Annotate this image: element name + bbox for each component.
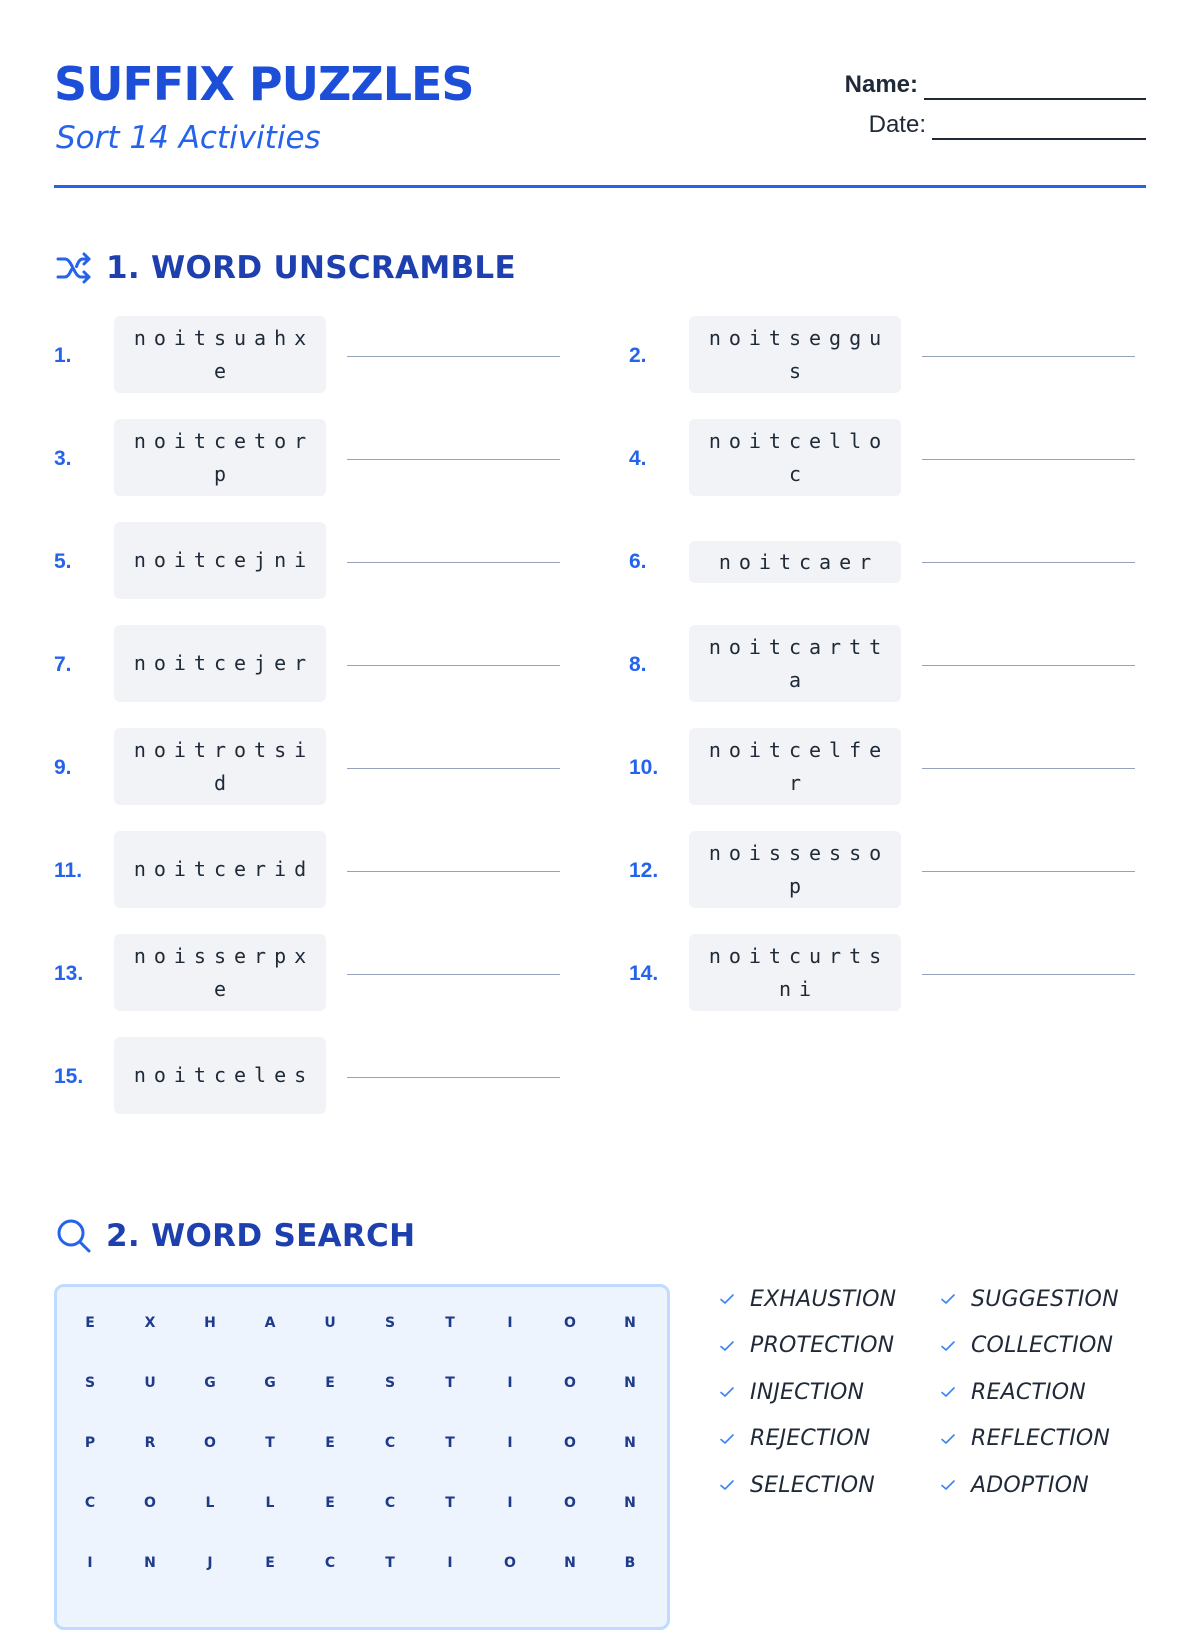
grid-cell[interactable]: U bbox=[324, 1315, 336, 1331]
scrambled-letters: noitcelfer bbox=[708, 737, 890, 795]
word-list-item bbox=[939, 1375, 1086, 1409]
grid-cell[interactable]: E bbox=[265, 1555, 275, 1571]
word-list-item bbox=[939, 1422, 1110, 1456]
check-icon bbox=[718, 1337, 736, 1355]
unscramble-item bbox=[54, 522, 567, 602]
word-list-item bbox=[718, 1468, 875, 1502]
grid-cell[interactable]: N bbox=[624, 1315, 636, 1331]
scrambled-letters-box bbox=[114, 316, 326, 393]
grid-cell[interactable]: L bbox=[205, 1495, 215, 1511]
grid-cell[interactable]: R bbox=[144, 1435, 156, 1451]
item-number: 8. bbox=[629, 653, 647, 676]
scrambled-letters: noitcejni bbox=[133, 548, 315, 572]
scrambled-letters: noitcartta bbox=[708, 634, 890, 692]
word-list-item bbox=[718, 1282, 896, 1316]
unscramble-title: 1. WORD UNSCRAMBLE bbox=[106, 250, 516, 286]
grid-cell[interactable]: C bbox=[84, 1495, 96, 1511]
word-list-label: INJECTION bbox=[750, 1379, 865, 1405]
page-subtitle: Sort 14 Activities bbox=[56, 120, 321, 156]
name-blank[interactable] bbox=[924, 74, 1146, 100]
word-list-label: COLLECTION bbox=[971, 1333, 1114, 1358]
grid-cell[interactable]: I bbox=[507, 1315, 513, 1331]
grid-cell[interactable]: E bbox=[325, 1375, 335, 1391]
grid-cell[interactable]: T bbox=[445, 1375, 455, 1391]
grid-cell[interactable]: E bbox=[325, 1495, 335, 1511]
answer-line[interactable] bbox=[922, 356, 1135, 357]
grid-cell[interactable]: A bbox=[264, 1315, 276, 1331]
answer-line[interactable] bbox=[347, 1077, 560, 1078]
item-number: 4. bbox=[629, 447, 647, 470]
check-icon bbox=[939, 1383, 957, 1401]
word-list-item bbox=[939, 1468, 1089, 1502]
grid-cell[interactable]: O bbox=[564, 1315, 576, 1331]
item-number: 5. bbox=[54, 550, 72, 573]
check-icon bbox=[718, 1383, 736, 1401]
grid-cell[interactable]: N bbox=[144, 1555, 156, 1571]
word-list-label: SUGGESTION bbox=[971, 1286, 1119, 1312]
grid-cell[interactable]: I bbox=[507, 1375, 513, 1391]
scrambled-letters-box bbox=[689, 541, 901, 583]
grid-row bbox=[57, 1293, 667, 1353]
grid-cell[interactable]: T bbox=[445, 1495, 455, 1511]
grid-cell[interactable]: O bbox=[204, 1435, 216, 1451]
answer-line[interactable] bbox=[922, 665, 1135, 666]
grid-cell[interactable]: O bbox=[144, 1495, 156, 1511]
word-list-item bbox=[939, 1329, 1113, 1363]
word-search-grid bbox=[54, 1284, 670, 1630]
grid-row bbox=[57, 1533, 667, 1593]
word-list-item bbox=[718, 1422, 870, 1456]
grid-cell[interactable]: T bbox=[445, 1315, 455, 1331]
check-icon bbox=[718, 1476, 736, 1494]
grid-cell[interactable]: I bbox=[507, 1495, 513, 1511]
unscramble-item bbox=[54, 831, 567, 911]
word-list-label: EXHAUSTION bbox=[750, 1286, 897, 1312]
grid-cell[interactable]: G bbox=[204, 1375, 216, 1391]
grid-cell[interactable]: C bbox=[384, 1495, 396, 1511]
scrambled-letters: noitsuahxe bbox=[133, 325, 315, 383]
scrambled-letters-box bbox=[689, 728, 901, 805]
item-number: 11. bbox=[54, 859, 83, 882]
word-list-label: PROTECTION bbox=[750, 1333, 895, 1358]
grid-cell[interactable]: C bbox=[384, 1435, 396, 1451]
header-divider bbox=[54, 185, 1146, 188]
grid-cell[interactable]: T bbox=[385, 1555, 395, 1571]
word-search-heading bbox=[54, 1216, 415, 1256]
grid-cell[interactable]: I bbox=[507, 1435, 513, 1451]
word-list-item bbox=[718, 1329, 894, 1363]
grid-row bbox=[57, 1353, 667, 1413]
word-list-label: ADOPTION bbox=[971, 1472, 1089, 1498]
search-icon bbox=[54, 1216, 94, 1256]
item-number: 2. bbox=[629, 344, 647, 367]
word-list-label: REACTION bbox=[971, 1379, 1086, 1405]
name-label: Name: bbox=[844, 71, 918, 98]
grid-row bbox=[57, 1413, 667, 1473]
item-number: 7. bbox=[54, 653, 72, 676]
worksheet-header bbox=[54, 52, 1146, 192]
item-number: 15. bbox=[54, 1065, 84, 1088]
answer-line[interactable] bbox=[922, 562, 1135, 563]
word-list-item bbox=[718, 1375, 864, 1409]
answer-line[interactable] bbox=[347, 974, 560, 975]
worksheet-page bbox=[54, 0, 1146, 1600]
grid-cell[interactable]: H bbox=[204, 1315, 216, 1331]
scrambled-letters-box bbox=[114, 934, 326, 1011]
answer-line[interactable] bbox=[347, 356, 560, 357]
grid-cell[interactable]: T bbox=[445, 1435, 455, 1451]
unscramble-item bbox=[54, 728, 567, 808]
date-label: Date: bbox=[868, 111, 926, 138]
scrambled-letters: noissessop bbox=[708, 840, 890, 898]
scrambled-letters-box bbox=[689, 419, 901, 496]
answer-line[interactable] bbox=[347, 871, 560, 872]
check-icon bbox=[718, 1430, 736, 1448]
item-number: 12. bbox=[629, 859, 659, 882]
item-number: 10. bbox=[629, 756, 659, 779]
unscramble-item bbox=[629, 316, 1142, 396]
grid-cell[interactable]: T bbox=[265, 1435, 275, 1451]
unscramble-item bbox=[629, 625, 1142, 705]
item-number: 1. bbox=[54, 344, 72, 367]
grid-cell[interactable]: L bbox=[265, 1495, 275, 1511]
grid-cell[interactable]: O bbox=[504, 1555, 516, 1571]
answer-line[interactable] bbox=[922, 459, 1135, 460]
grid-cell[interactable]: E bbox=[325, 1435, 335, 1451]
unscramble-item bbox=[54, 934, 567, 1014]
page-title: SUFFIX PUZZLES bbox=[54, 57, 474, 111]
check-icon bbox=[939, 1337, 957, 1355]
answer-line[interactable] bbox=[347, 459, 560, 460]
scrambled-letters: noitcejer bbox=[133, 651, 315, 675]
grid-cell[interactable]: O bbox=[564, 1495, 576, 1511]
scrambled-letters-box bbox=[114, 831, 326, 908]
grid-cell[interactable]: O bbox=[564, 1435, 576, 1451]
check-icon bbox=[939, 1430, 957, 1448]
unscramble-item bbox=[54, 625, 567, 705]
grid-cell[interactable]: N bbox=[624, 1495, 636, 1511]
scrambled-letters-box bbox=[689, 316, 901, 393]
grid-cell[interactable]: E bbox=[85, 1315, 95, 1331]
grid-cell[interactable]: S bbox=[384, 1375, 396, 1391]
unscramble-item bbox=[629, 728, 1142, 808]
unscramble-item bbox=[629, 934, 1142, 1014]
scrambled-letters: noitcaer bbox=[718, 549, 880, 574]
word-list-label: REFLECTION bbox=[971, 1426, 1111, 1451]
scrambled-letters-box bbox=[114, 419, 326, 496]
scrambled-letters-box bbox=[689, 934, 901, 1011]
scrambled-letters-box bbox=[114, 625, 326, 702]
scrambled-letters: noitcetorp bbox=[133, 428, 315, 486]
scrambled-letters: noitcurtsni bbox=[708, 943, 890, 1001]
grid-cell[interactable]: C bbox=[324, 1555, 336, 1571]
grid-cell[interactable]: X bbox=[144, 1315, 156, 1331]
scrambled-letters: noitcerid bbox=[133, 857, 315, 881]
word-list-label: SELECTION bbox=[750, 1472, 875, 1498]
check-icon bbox=[939, 1476, 957, 1494]
answer-line[interactable] bbox=[922, 974, 1135, 975]
unscramble-item bbox=[629, 831, 1142, 911]
word-search-title: 2. WORD SEARCH bbox=[106, 1218, 416, 1254]
unscramble-item bbox=[629, 522, 1142, 602]
item-number: 6. bbox=[629, 550, 647, 573]
grid-cell[interactable]: J bbox=[207, 1555, 213, 1571]
scrambled-letters-box bbox=[114, 522, 326, 599]
scrambled-letters: noitceles bbox=[133, 1063, 315, 1087]
item-number: 9. bbox=[54, 756, 72, 779]
grid-row bbox=[57, 1473, 667, 1533]
scrambled-letters-box bbox=[689, 831, 901, 908]
grid-cell[interactable]: G bbox=[264, 1375, 276, 1391]
scrambled-letters-box bbox=[114, 728, 326, 805]
grid-cell[interactable]: N bbox=[624, 1435, 636, 1451]
grid-cell[interactable]: P bbox=[84, 1435, 96, 1451]
scrambled-letters-box bbox=[689, 625, 901, 702]
date-blank[interactable] bbox=[932, 114, 1146, 140]
date-row bbox=[869, 110, 1146, 140]
grid-cell[interactable]: S bbox=[384, 1315, 396, 1331]
answer-line[interactable] bbox=[347, 768, 560, 769]
item-number: 14. bbox=[629, 962, 659, 985]
name-row bbox=[845, 70, 1146, 100]
scrambled-letters: noitcelloc bbox=[708, 428, 890, 486]
grid-cell[interactable]: B bbox=[624, 1555, 636, 1571]
grid-cell[interactable]: U bbox=[144, 1375, 156, 1391]
grid-cell[interactable]: O bbox=[564, 1375, 576, 1391]
word-list-label: REJECTION bbox=[750, 1426, 871, 1451]
grid-cell[interactable]: I bbox=[447, 1555, 453, 1571]
scrambled-letters: noitseggus bbox=[708, 325, 890, 383]
item-number: 13. bbox=[54, 962, 84, 985]
grid-cell[interactable]: I bbox=[87, 1555, 93, 1571]
answer-line[interactable] bbox=[922, 768, 1135, 769]
word-list-item bbox=[939, 1282, 1119, 1316]
answer-line[interactable] bbox=[347, 665, 560, 666]
unscramble-item bbox=[54, 1037, 567, 1117]
scrambled-letters-box bbox=[114, 1037, 326, 1114]
unscramble-item bbox=[54, 419, 567, 499]
answer-line[interactable] bbox=[347, 562, 560, 563]
grid-cell[interactable]: N bbox=[564, 1555, 576, 1571]
check-icon bbox=[718, 1290, 736, 1308]
unscramble-item bbox=[629, 419, 1142, 499]
grid-cell[interactable]: S bbox=[84, 1375, 96, 1391]
check-icon bbox=[939, 1290, 957, 1308]
scrambled-letters: noisserpxe bbox=[133, 943, 315, 1001]
unscramble-heading bbox=[54, 248, 516, 288]
scrambled-letters: noitrotsid bbox=[133, 737, 315, 795]
grid-cell[interactable]: N bbox=[624, 1375, 636, 1391]
answer-line[interactable] bbox=[922, 871, 1135, 872]
unscramble-item bbox=[54, 316, 567, 396]
shuffle-icon bbox=[54, 248, 94, 288]
item-number: 3. bbox=[54, 447, 72, 470]
